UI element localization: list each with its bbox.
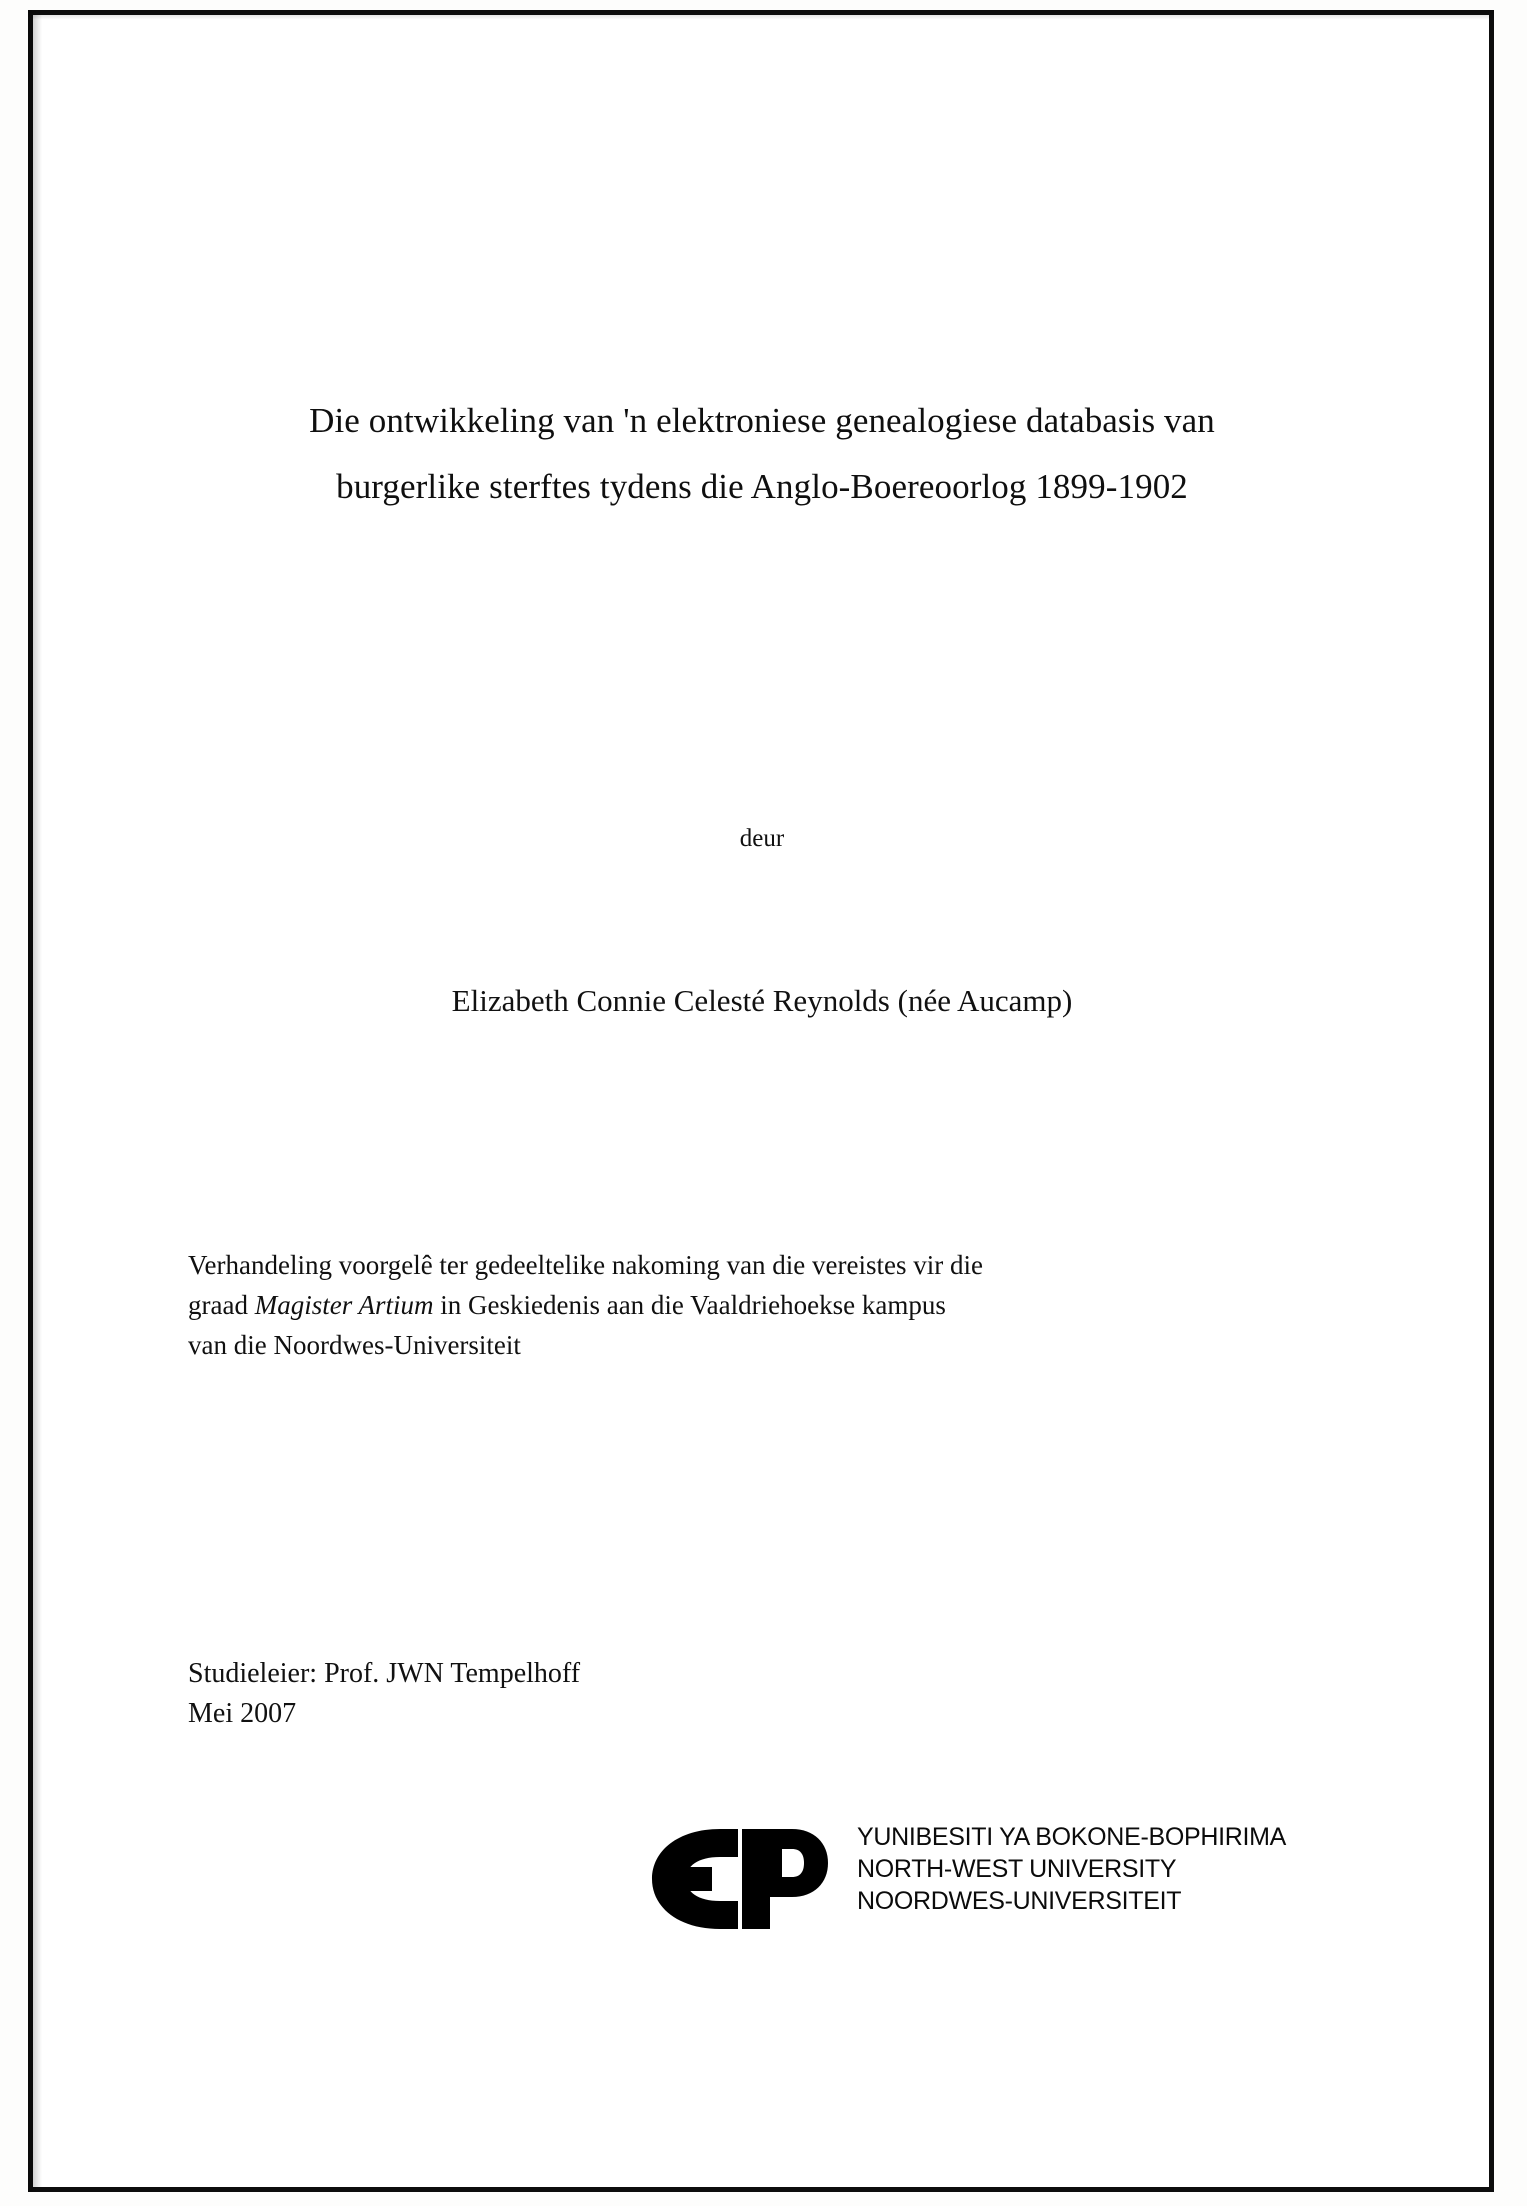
supervisor-block: [188, 1654, 1088, 1734]
title-line-1: Die ontwikkeling van 'n elektroniese genealogiese databasis van: [309, 401, 1215, 440]
university-name-english: NORTH-WEST UNIVERSITY: [857, 1855, 1177, 1883]
submission-date: Mei 2007: [188, 1698, 297, 1729]
university-name-afrikaans: NOORDWES-UNIVERSITEIT: [857, 1887, 1182, 1915]
supervisor-name: Studieleier: Prof. JWN Tempelhoff: [188, 1658, 581, 1689]
degree-statement: [188, 1245, 1336, 1365]
university-name-setswana: YUNIBESITI YA BOKONE-BOPHIRIMA: [857, 1823, 1287, 1851]
university-logo-text: [857, 1821, 1286, 1917]
degree-statement-line-2-prefix: graad: [188, 1290, 255, 1320]
title-page-content: [182, 20, 1342, 2170]
degree-statement-line-2-suffix: in Geskiedenis aan die Vaaldriehoekse kampus: [433, 1290, 946, 1320]
author-name: Elizabeth Connie Celesté Reynolds (née Aucamp): [451, 983, 1073, 1018]
page-title: [182, 388, 1342, 520]
nwu-emblem-icon: [642, 1823, 842, 1935]
author-label: deur: [739, 825, 785, 852]
university-logo: [472, 1815, 1287, 1945]
degree-statement-line-3: van die Noordwes-Universiteit: [188, 1330, 521, 1360]
degree-statement-line-1: Verhandeling voorgelê ter gedeeltelike nakoming van die vereistes vir die: [188, 1250, 983, 1280]
degree-name: Magister Artium: [254, 1290, 434, 1320]
degree-statement-line-2: [188, 1285, 1336, 1325]
title-line-2: burgerlike sterftes tydens die Anglo-Boereoorlog 1899-1902: [336, 467, 1188, 506]
